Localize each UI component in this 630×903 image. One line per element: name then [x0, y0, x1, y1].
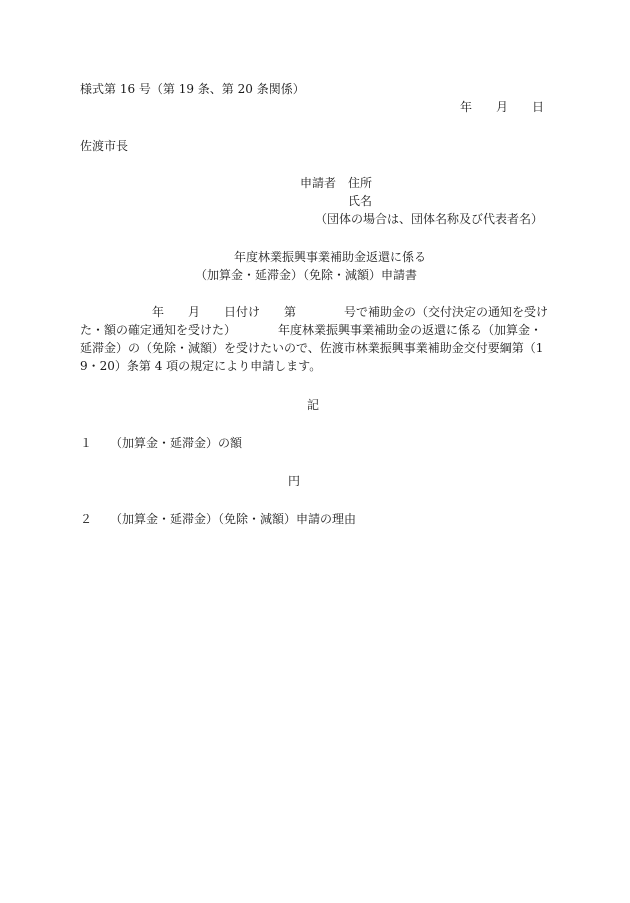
applicant-address-label: 申請者 住所: [300, 176, 373, 190]
title-line-2: （加算金・延滞金）（免除・減額）申請書: [195, 268, 418, 282]
applicant-note: （団体の場合は、団体名称及び代表者名）: [315, 212, 544, 226]
body-line: 9・20）条第 4 項の規定により申請します。: [80, 359, 322, 373]
yen-unit: 円: [288, 474, 301, 488]
applicant-name-label: 氏名: [348, 194, 373, 208]
body-line: 年 月 日付け 第 号で補助金の（交付決定の通知を受け: [80, 305, 549, 319]
body-line: た・額の確定通知を受けた） 年度林業振興事業補助金の返還に係る（加算金・: [80, 323, 543, 337]
item-2-text: （加算金・延滞金）（免除・減額）申請の理由: [110, 512, 357, 526]
ki-heading: 記: [307, 398, 320, 412]
date-line: 年 月 日: [460, 100, 545, 114]
addressee: 佐渡市長: [80, 139, 129, 153]
item-1-number: １: [80, 436, 93, 450]
item-2-number: ２: [80, 512, 93, 526]
form-number: 様式第 16 号（第 19 条、第 20 条関係）: [80, 82, 305, 96]
body-line: 延滞金）の（免除・減額）を受けたいので、佐渡市林業振興事業補助金交付要綱第（1: [80, 341, 544, 355]
item-1-text: （加算金・延滞金）の額: [110, 436, 243, 450]
title-line-1: 年度林業振興事業補助金返還に係る: [234, 250, 427, 264]
